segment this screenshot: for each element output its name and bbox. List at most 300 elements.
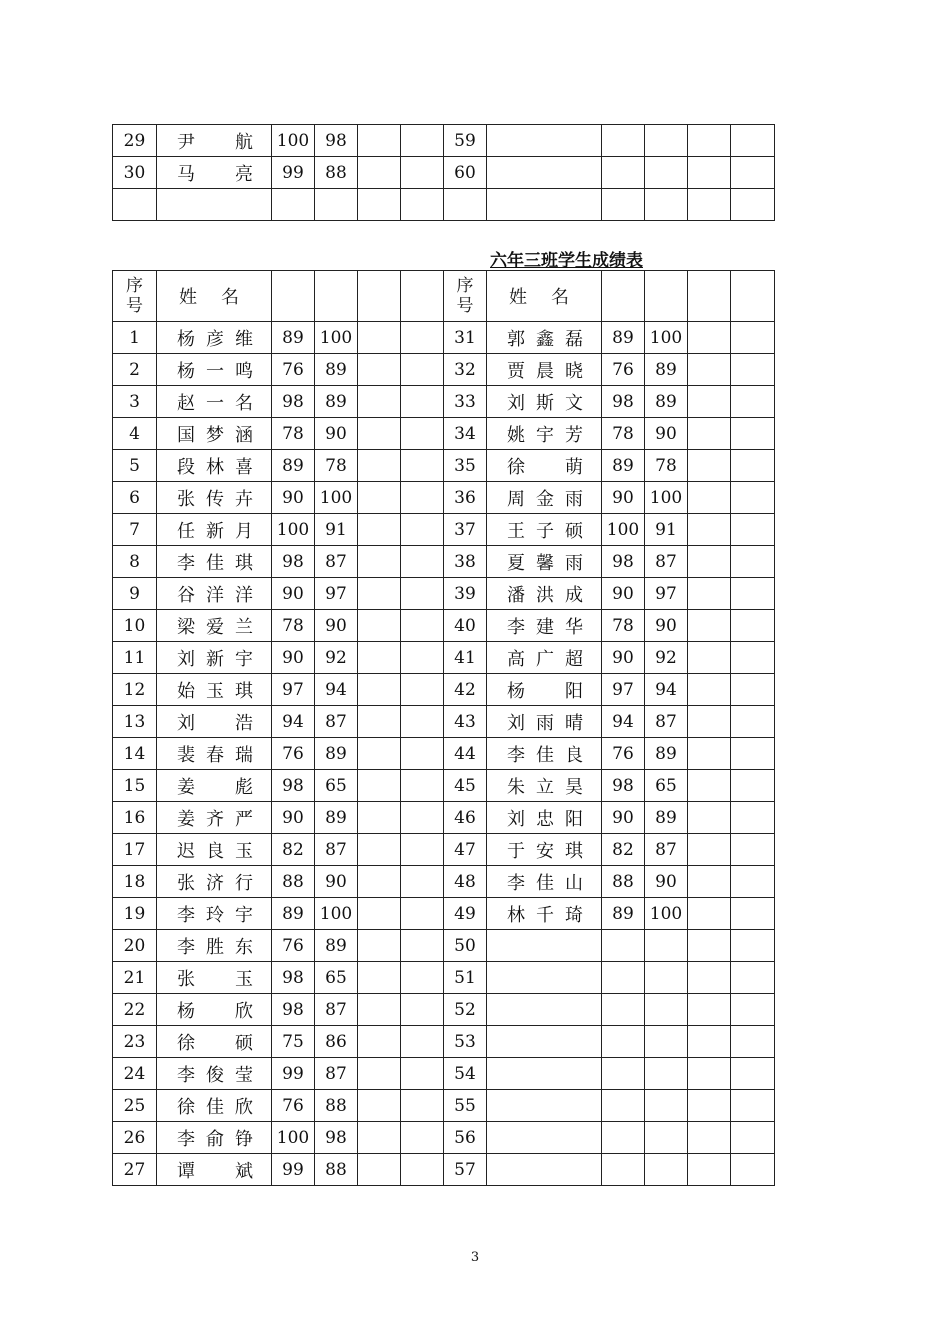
student-name-cell: [487, 642, 602, 674]
score-s1: 82: [272, 834, 315, 866]
table-row: [113, 482, 775, 514]
blank-cell: [358, 610, 401, 642]
student-number: 34: [444, 418, 487, 450]
student-name: 国梦涵: [177, 424, 253, 446]
student-name-cell: [487, 514, 602, 546]
blank-cell: [358, 642, 401, 674]
blank-cell: [688, 1026, 731, 1058]
student-name-cell: [487, 1154, 602, 1186]
student-name-cell: [487, 1026, 602, 1058]
blank-cell: [688, 994, 731, 1026]
student-name-cell: [487, 322, 602, 354]
student-name: 徐硕: [177, 1032, 253, 1054]
table-row: [113, 866, 775, 898]
student-name: 李胜东: [177, 936, 253, 958]
student-name-cell: [487, 157, 602, 189]
table-row: [113, 1026, 775, 1058]
student-name-cell: [487, 610, 602, 642]
score-s1: [602, 1122, 645, 1154]
blank-cell: [358, 1026, 401, 1058]
table-row: [113, 157, 775, 189]
score-s2: 98: [315, 1122, 358, 1154]
blank-cell: [401, 738, 444, 770]
score-s2: 78: [315, 450, 358, 482]
student-name: 杨一鸣: [177, 360, 253, 382]
blank-cell: [401, 962, 444, 994]
student-name: 刘忠阳: [507, 808, 583, 830]
blank-cell: [688, 546, 731, 578]
blank-cell: [688, 1058, 731, 1090]
score-s1: [602, 1090, 645, 1122]
student-number: 13: [113, 706, 157, 738]
student-name-cell: [157, 642, 272, 674]
score-s1: 89: [602, 898, 645, 930]
blank-cell: [731, 962, 775, 994]
blank-cell: [358, 1090, 401, 1122]
blank-cell: [688, 157, 731, 189]
blank-cell: [401, 770, 444, 802]
student-number: [444, 189, 487, 221]
student-name-cell: [157, 450, 272, 482]
score-s1: 100: [272, 125, 315, 157]
score-s1: 76: [272, 738, 315, 770]
score-s1: 89: [272, 450, 315, 482]
header-blank: [602, 271, 645, 322]
blank-cell: [731, 1058, 775, 1090]
blank-cell: [731, 450, 775, 482]
score-s1: 98: [272, 546, 315, 578]
student-name-cell: [487, 125, 602, 157]
score-s1: 78: [272, 418, 315, 450]
score-s1: 98: [272, 994, 315, 1026]
blank-cell: [688, 418, 731, 450]
blank-cell: [731, 1122, 775, 1154]
blank-cell: [688, 189, 731, 221]
score-s2: 89: [645, 354, 688, 386]
blank-cell: [401, 994, 444, 1026]
blank-cell: [401, 610, 444, 642]
student-name: 王子硕: [507, 520, 583, 542]
score-s1: 90: [272, 642, 315, 674]
student-name: 周金雨: [507, 488, 583, 510]
blank-cell: [688, 1122, 731, 1154]
table-row: [113, 642, 775, 674]
score-s1: 100: [602, 514, 645, 546]
student-number: 27: [113, 1154, 157, 1186]
student-name-cell: [157, 610, 272, 642]
score-s2: 89: [645, 802, 688, 834]
blank-cell: [401, 674, 444, 706]
student-number: 41: [444, 642, 487, 674]
score-s1: 90: [272, 482, 315, 514]
student-name-cell: [487, 1058, 602, 1090]
student-number: 42: [444, 674, 487, 706]
student-number: 14: [113, 738, 157, 770]
student-name: 姚宇芳: [507, 424, 583, 446]
student-name: 杨阳: [507, 680, 583, 702]
blank-cell: [401, 802, 444, 834]
student-name: 刘新宇: [177, 648, 253, 670]
score-s1: 100: [272, 514, 315, 546]
student-number: 1: [113, 322, 157, 354]
student-number: [113, 189, 157, 221]
score-s2: [645, 1122, 688, 1154]
student-name-cell: [157, 994, 272, 1026]
score-s2: 94: [645, 674, 688, 706]
blank-cell: [358, 898, 401, 930]
score-s2: 97: [645, 578, 688, 610]
blank-cell: [731, 354, 775, 386]
student-name: 张济行: [177, 872, 253, 894]
score-s1: 99: [272, 1154, 315, 1186]
blank-cell: [358, 674, 401, 706]
student-number: 18: [113, 866, 157, 898]
student-name: 李佳良: [507, 744, 583, 766]
table-row: [113, 514, 775, 546]
score-s2: 97: [315, 578, 358, 610]
blank-cell: [401, 1154, 444, 1186]
student-number: 40: [444, 610, 487, 642]
student-number: 29: [113, 125, 157, 157]
score-s1: [602, 1058, 645, 1090]
score-s2: 89: [315, 386, 358, 418]
blank-cell: [688, 674, 731, 706]
blank-cell: [358, 1154, 401, 1186]
score-s2: 89: [645, 738, 688, 770]
student-number: 19: [113, 898, 157, 930]
blank-cell: [358, 930, 401, 962]
student-number: 20: [113, 930, 157, 962]
score-s2: 65: [645, 770, 688, 802]
student-name: 朱立昊: [507, 776, 583, 798]
blank-cell: [401, 866, 444, 898]
blank-cell: [401, 157, 444, 189]
student-name-cell: [157, 514, 272, 546]
score-s2: 92: [645, 642, 688, 674]
student-number: 46: [444, 802, 487, 834]
blank-cell: [731, 1154, 775, 1186]
score-s1: [602, 1154, 645, 1186]
score-s2: 87: [645, 706, 688, 738]
blank-cell: [401, 1026, 444, 1058]
score-s2: 89: [315, 802, 358, 834]
student-name-cell: [157, 125, 272, 157]
blank-cell: [731, 770, 775, 802]
student-name-cell: [157, 962, 272, 994]
student-number: 38: [444, 546, 487, 578]
student-name-cell: [487, 386, 602, 418]
score-s2: 87: [315, 994, 358, 1026]
score-s2: [645, 1090, 688, 1122]
blank-cell: [358, 189, 401, 221]
score-s2: 87: [645, 834, 688, 866]
blank-cell: [688, 706, 731, 738]
blank-cell: [358, 546, 401, 578]
student-number: 17: [113, 834, 157, 866]
blank-cell: [358, 322, 401, 354]
score-s1: 90: [272, 578, 315, 610]
student-name: 李佳琪: [177, 552, 253, 574]
score-s1: 78: [602, 418, 645, 450]
blank-cell: [688, 770, 731, 802]
blank-cell: [401, 898, 444, 930]
blank-cell: [401, 1090, 444, 1122]
table-row: [113, 125, 775, 157]
score-s2: 90: [315, 866, 358, 898]
student-name-cell: [157, 386, 272, 418]
student-name-cell: [157, 322, 272, 354]
score-s2: 87: [315, 834, 358, 866]
score-s2: 87: [315, 1058, 358, 1090]
student-number: 43: [444, 706, 487, 738]
student-name: 张玉: [177, 968, 253, 990]
blank-cell: [358, 962, 401, 994]
student-number: 4: [113, 418, 157, 450]
blank-cell: [688, 738, 731, 770]
score-s1: 88: [602, 866, 645, 898]
score-s1: 89: [272, 898, 315, 930]
score-s1: 89: [272, 322, 315, 354]
student-number: 45: [444, 770, 487, 802]
table-row: [113, 1154, 775, 1186]
student-number: 26: [113, 1122, 157, 1154]
score-s2: [645, 1154, 688, 1186]
blank-cell: [688, 610, 731, 642]
score-s2: 100: [645, 482, 688, 514]
student-number: 23: [113, 1026, 157, 1058]
score-s2: 78: [645, 450, 688, 482]
blank-cell: [401, 189, 444, 221]
blank-cell: [731, 898, 775, 930]
header-name-label: 姓名: [509, 287, 569, 308]
student-name-cell: [157, 546, 272, 578]
student-name-cell: [157, 1122, 272, 1154]
student-name-cell: [487, 1090, 602, 1122]
blank-cell: [731, 834, 775, 866]
table-row: [113, 354, 775, 386]
blank-cell: [731, 930, 775, 962]
score-s2: 88: [315, 157, 358, 189]
student-name: 任新月: [177, 520, 253, 542]
blank-cell: [688, 482, 731, 514]
score-s1: 90: [602, 578, 645, 610]
table-row: [113, 1122, 775, 1154]
score-s2: 89: [315, 930, 358, 962]
blank-cell: [731, 674, 775, 706]
table-row: [113, 962, 775, 994]
table-row: [113, 610, 775, 642]
student-name-cell: [157, 1090, 272, 1122]
table-row: [113, 770, 775, 802]
score-s1: 78: [272, 610, 315, 642]
blank-cell: [688, 450, 731, 482]
blank-cell: [688, 866, 731, 898]
score-s2: 90: [645, 610, 688, 642]
student-name-cell: [157, 1058, 272, 1090]
student-name: 张传卉: [177, 488, 253, 510]
score-s1: 90: [602, 802, 645, 834]
student-name: 徐萌: [507, 456, 583, 478]
score-s2: 87: [315, 546, 358, 578]
blank-cell: [401, 1058, 444, 1090]
score-s1: [272, 189, 315, 221]
score-s1: 94: [272, 706, 315, 738]
score-s2: 89: [645, 386, 688, 418]
student-number: 7: [113, 514, 157, 546]
blank-cell: [358, 418, 401, 450]
blank-cell: [401, 706, 444, 738]
blank-cell: [358, 578, 401, 610]
score-s2: [645, 1058, 688, 1090]
blank-cell: [731, 418, 775, 450]
blank-cell: [358, 514, 401, 546]
student-number: 3: [113, 386, 157, 418]
score-s1: 97: [272, 674, 315, 706]
blank-cell: [401, 482, 444, 514]
score-s1: 88: [272, 866, 315, 898]
student-number: 49: [444, 898, 487, 930]
student-number: 59: [444, 125, 487, 157]
blank-cell: [358, 866, 401, 898]
score-s2: 90: [315, 418, 358, 450]
blank-cell: [401, 418, 444, 450]
continuation-table: [112, 124, 775, 221]
student-name-cell: [487, 450, 602, 482]
student-number: 57: [444, 1154, 487, 1186]
table-row: [113, 994, 775, 1026]
score-s1: [602, 189, 645, 221]
blank-cell: [731, 578, 775, 610]
blank-cell: [731, 514, 775, 546]
student-name-cell: [487, 1122, 602, 1154]
score-s2: 88: [315, 1154, 358, 1186]
score-s2: 94: [315, 674, 358, 706]
score-s1: [602, 994, 645, 1026]
blank-cell: [688, 898, 731, 930]
blank-cell: [731, 482, 775, 514]
student-name: 梁爱兰: [177, 616, 253, 638]
table-row: [113, 546, 775, 578]
table-row: [113, 930, 775, 962]
page-number: 3: [470, 1250, 480, 1265]
blank-cell: [731, 189, 775, 221]
table-row: [113, 1090, 775, 1122]
student-name-cell: [157, 157, 272, 189]
student-number: 21: [113, 962, 157, 994]
student-number: 47: [444, 834, 487, 866]
score-s1: 76: [272, 930, 315, 962]
student-name-cell: [487, 770, 602, 802]
table-row: [113, 418, 775, 450]
blank-cell: [401, 125, 444, 157]
student-name: 夏馨雨: [507, 552, 583, 574]
student-number: 16: [113, 802, 157, 834]
student-name: 姜彪: [177, 776, 253, 798]
header-blank: [401, 271, 444, 322]
student-name: 杨欣: [177, 1000, 253, 1022]
student-number: 36: [444, 482, 487, 514]
score-s2: 65: [315, 962, 358, 994]
score-s2: [315, 189, 358, 221]
student-name-cell: [487, 706, 602, 738]
score-s2: [645, 1026, 688, 1058]
blank-cell: [731, 546, 775, 578]
score-s2: 100: [315, 482, 358, 514]
score-s1: 90: [602, 642, 645, 674]
student-name-cell: [487, 674, 602, 706]
blank-cell: [731, 738, 775, 770]
student-number: 51: [444, 962, 487, 994]
student-number: 31: [444, 322, 487, 354]
blank-cell: [401, 514, 444, 546]
blank-cell: [358, 386, 401, 418]
score-s1: [602, 1026, 645, 1058]
blank-cell: [688, 578, 731, 610]
score-s1: [602, 157, 645, 189]
student-name: 李建华: [507, 616, 583, 638]
table-row: [113, 738, 775, 770]
score-s1: 94: [602, 706, 645, 738]
student-name-cell: [157, 898, 272, 930]
student-name-cell: [157, 354, 272, 386]
blank-cell: [731, 642, 775, 674]
score-s2: 100: [645, 898, 688, 930]
blank-cell: [358, 482, 401, 514]
table-row: [113, 802, 775, 834]
score-s2: 65: [315, 770, 358, 802]
student-number: 32: [444, 354, 487, 386]
student-name-cell: [157, 706, 272, 738]
header-blank: [731, 271, 775, 322]
score-s2: 87: [645, 546, 688, 578]
blank-cell: [358, 125, 401, 157]
student-number: 44: [444, 738, 487, 770]
student-name-cell: [157, 1026, 272, 1058]
table-row: [113, 578, 775, 610]
blank-cell: [401, 354, 444, 386]
student-number: 33: [444, 386, 487, 418]
student-number: 55: [444, 1090, 487, 1122]
student-name: 林千琦: [507, 904, 583, 926]
score-table: [112, 270, 775, 1186]
student-name: 高广超: [507, 648, 583, 670]
student-name-cell: [157, 674, 272, 706]
student-number: 24: [113, 1058, 157, 1090]
student-name-cell: [157, 189, 272, 221]
table-header-row: [113, 271, 775, 322]
score-s1: 90: [272, 802, 315, 834]
score-s1: [602, 930, 645, 962]
student-number: 60: [444, 157, 487, 189]
student-name-cell: [157, 482, 272, 514]
student-number: 54: [444, 1058, 487, 1090]
blank-cell: [358, 738, 401, 770]
student-name-cell: [487, 189, 602, 221]
blank-cell: [688, 962, 731, 994]
table-row: [113, 189, 775, 221]
header-blank: [358, 271, 401, 322]
student-name-cell: [487, 738, 602, 770]
student-name: 李俊莹: [177, 1064, 253, 1086]
score-s1: 89: [602, 450, 645, 482]
student-name: 贾晨晓: [507, 360, 583, 382]
student-name: 段林喜: [177, 456, 253, 478]
blank-cell: [688, 642, 731, 674]
student-name-cell: [157, 930, 272, 962]
score-s2: 91: [315, 514, 358, 546]
student-number: 25: [113, 1090, 157, 1122]
blank-cell: [688, 802, 731, 834]
